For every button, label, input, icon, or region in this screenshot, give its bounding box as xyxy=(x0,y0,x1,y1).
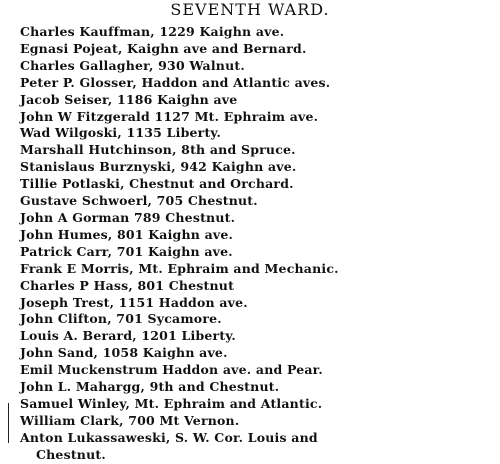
list-item-continuation: Chestnut. xyxy=(36,446,106,462)
list-item: Wad Wilgoski, 1135 Liberty. xyxy=(20,125,221,141)
list-item: John Sand, 1058 Kaighn ave. xyxy=(20,345,228,361)
list-item: Anton Lukassaweski, S. W. Cor. Louis and xyxy=(20,429,318,445)
margin-bracket xyxy=(8,403,12,443)
name-list xyxy=(20,24,500,464)
list-item: Patrick Carr, 701 Kaighn ave. xyxy=(20,243,233,259)
list-item: John L. Mahargg, 9th and Chestnut. xyxy=(20,379,280,395)
list-item: John Clifton, 701 Sycamore. xyxy=(20,311,222,327)
list-item: Egnasi Pojeat, Kaighn ave and Bernard. xyxy=(20,40,307,56)
list-item: Charles P Hass, 801 Chestnut xyxy=(20,277,235,293)
list-item: Frank E Morris, Mt. Ephraim and Mechanic. xyxy=(20,260,339,276)
ward-heading: SEVENTH WARD. xyxy=(170,0,330,19)
list-item: Charles Kauffman, 1229 Kaighn ave. xyxy=(20,24,285,39)
list-item: John W Fitzgerald 1127 Mt. Ephraim ave. xyxy=(20,108,319,124)
list-item: Marshall Hutchinson, 8th and Spruce. xyxy=(20,142,296,158)
list-item: Gustave Schwoerl, 705 Chestnut. xyxy=(20,193,258,209)
list-item: Tillie Potlaski, Chestnut and Orchard. xyxy=(20,176,294,192)
list-item: Emil Muckenstrum Haddon ave. and Pear. xyxy=(20,362,323,378)
list-item: Louis A. Berard, 1201 Liberty. xyxy=(20,328,236,344)
list-item: William Clark, 700 Mt Vernon. xyxy=(20,412,240,428)
list-item: John A Gorman 789 Chestnut. xyxy=(20,209,236,225)
list-item: Joseph Trest, 1151 Haddon ave. xyxy=(20,294,248,310)
list-item: Charles Gallagher, 930 Walnut. xyxy=(20,57,245,73)
list-item: John Humes, 801 Kaighn ave. xyxy=(20,226,234,242)
list-item: Peter P. Glosser, Haddon and Atlantic aves. xyxy=(20,74,331,90)
list-item: Stanislaus Burznyski, 942 Kaighn ave. xyxy=(20,159,297,175)
list-item: Jacob Seiser, 1186 Kaighn ave xyxy=(20,91,238,107)
list-item: Samuel Winley, Mt. Ephraim and Atlantic. xyxy=(20,395,323,411)
